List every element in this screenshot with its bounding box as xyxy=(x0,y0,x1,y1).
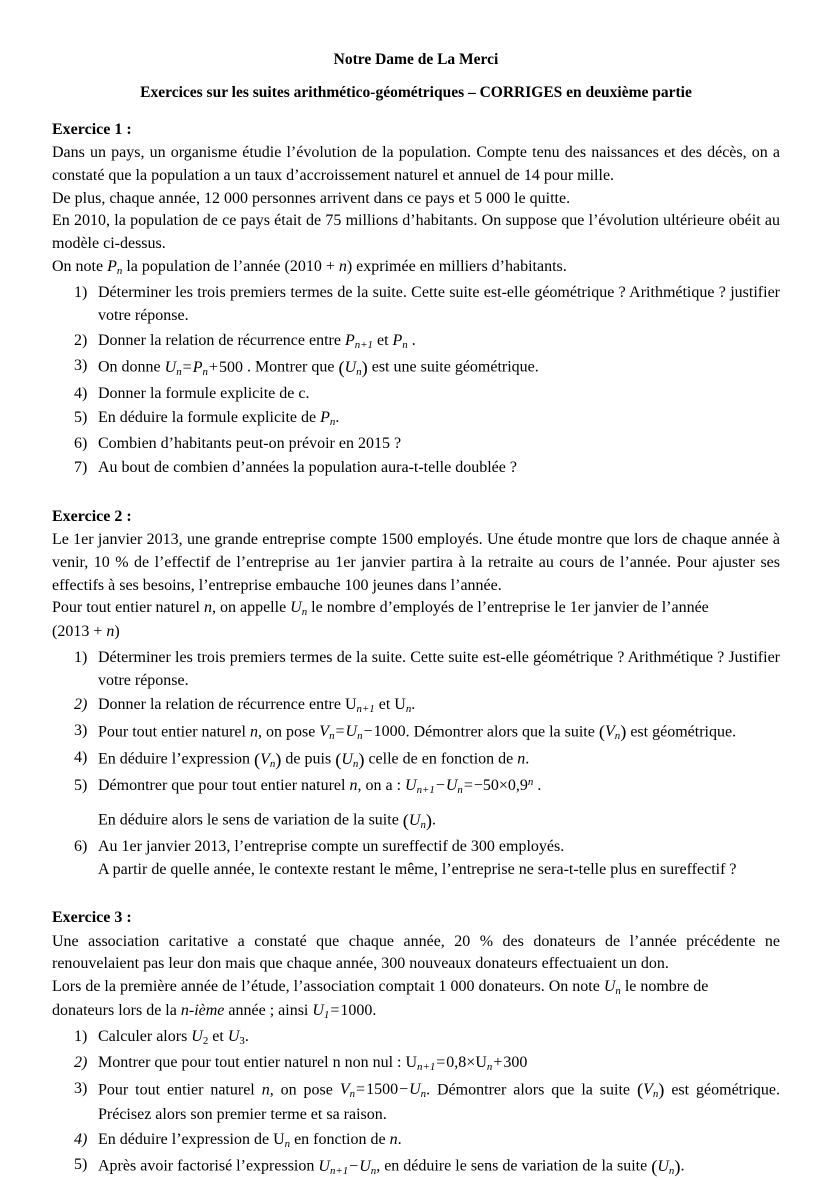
question-text: Donner la relation de récurrence entre $P_{n+1}$ et $P_n$ . xyxy=(98,331,416,351)
exercise-1-note xyxy=(52,256,780,279)
math-equation-Un1-Un-diff: $U_{n+1}-U_n=-50\times 0,9^n$ xyxy=(405,776,534,797)
list-item xyxy=(52,1051,780,1076)
list-item xyxy=(52,1025,780,1050)
exercise-2-note: Pour tout entier naturel n, on appelle $U_n$ le nombre d’employés de l’entreprise le 1er janvier de l’année xyxy=(52,599,709,619)
question-number: 5) xyxy=(74,409,88,427)
question-number: 1) xyxy=(74,284,88,302)
exercise-2-heading: Exercice 2 : xyxy=(52,507,132,525)
exercise-2-paragraph-1: Le 1er janvier 2013, une grande entreprise compte 1500 employés. Une étude montre que lors de chaque année à venir, 10 % de l’effectif de l’entreprise au 1er janvier partira à la retraite au cours de l’année. Pour ajuster ses effectifs à ses besoins, l’entreprise embauche 100 jeunes dans l’année. xyxy=(52,531,780,594)
question-secondline: A partir de quelle année, le contexte restant le même, l’entreprise ne sera-t-telle plus en sureffectif ? xyxy=(98,860,737,878)
math-U-n: $U_n$ xyxy=(394,695,412,715)
math-U-n: $U_n$ xyxy=(603,978,621,998)
list-item xyxy=(52,1128,780,1153)
question-text: En déduire l’expression $(V_n)$ de puis $(U_n)$ celle de en fonction de n. xyxy=(98,749,530,771)
question-number: 6) xyxy=(74,837,88,855)
exercise-1-paragraph-3: En 2010, la population de ce pays était de 75 millions d’habitants. On suppose que l’évolution ultérieure obéit au modèle ci-dessus. xyxy=(52,212,780,253)
question-text: Pour tout entier naturel n, on pose $V_n=1500-U_n$. Démontrer alors que la suite $(V_n)$ est géométrique. Précisez alors son premier terme et sa raison. xyxy=(98,1079,781,1124)
math-U-1-equals-1000: $U_1=1000$ xyxy=(312,1001,373,1021)
exercise-3-note-secondline: donateurs lors de la n-ième année ; ainsi $U_1=1000$. xyxy=(52,1001,377,1021)
math-U-n: $U_n$ xyxy=(273,1130,291,1150)
math-suite-Un: $(U_n)$ xyxy=(402,809,433,831)
list-item xyxy=(52,693,780,718)
math-Un1-minus-Un: $U_{n+1}-U_n$ xyxy=(318,1158,377,1178)
section-spacer xyxy=(52,885,780,907)
list-item xyxy=(52,774,780,833)
list-item xyxy=(52,835,780,881)
exercise-3-question-list xyxy=(52,1025,780,1180)
math-U-3: $U_3$ xyxy=(227,1028,245,1048)
question-number: 5) xyxy=(74,1156,88,1174)
exercise-3-note: Lors de la première année de l’étude, l’association comptait 1 000 donateurs. On note $U_n$ le nombre de xyxy=(52,978,709,998)
exercise-1-note-prefix: On note xyxy=(52,257,108,275)
section-spacer xyxy=(52,484,780,506)
list-item xyxy=(52,456,780,479)
math-equation-Vn-1500-Un: $V_n=1500-U_n$ xyxy=(339,1081,427,1101)
list-item xyxy=(52,382,780,405)
question-subline: En déduire alors le sens de variation de la suite $(U_n)$. xyxy=(98,809,437,831)
math-equation-Un-Pn-500: $U_n=P_n+500$ xyxy=(164,359,243,379)
question-text: Combien d’habitants peut-on prévoir en 2015 ? xyxy=(98,435,402,453)
math-P-n: $P_n$ xyxy=(392,331,408,351)
math-suite-Un: $(U_n)$ xyxy=(651,1156,681,1178)
list-item xyxy=(52,406,780,431)
document-header xyxy=(52,48,780,105)
page-subtitle: Exercices sur les suites arithmético-géométriques – CORRIGES en deuxième partie xyxy=(140,84,692,102)
exercise-1-heading: Exercice 1 : xyxy=(52,120,132,138)
exercise-3 xyxy=(52,907,780,1180)
question-number: 6) xyxy=(74,435,88,453)
question-number: 3) xyxy=(74,1079,88,1097)
exercise-1-paragraph-2: De plus, chaque année, 12 000 personnes arrivent dans ce pays et 5 000 le quitte. xyxy=(52,189,571,207)
question-text: Déterminer les trois premiers termes de la suite. Cette suite est-elle géométrique ? Arithmétique ? Justifier votre réponse. xyxy=(98,648,780,689)
list-item xyxy=(52,354,780,381)
exercise-2-note-secondline: (2013 + n) xyxy=(52,622,120,640)
exercise-3-heading: Exercice 3 : xyxy=(52,908,132,926)
question-text: Au bout de combien d’années la population aura-t-telle doublée ? xyxy=(98,459,517,477)
question-text: Au 1er janvier 2013, l’entreprise compte un sureffectif de 300 employés. A partir de quelle année, le contexte restant le même, l’entreprise ne sera-t-telle plus en sureffectif ? xyxy=(98,837,737,878)
math-U-n-plus-1: $U_{n+1}$ xyxy=(344,695,375,715)
math-suite-Un: $(U_n)$ xyxy=(338,357,368,379)
question-number: 4) xyxy=(74,749,88,767)
math-P-n: $P_n$ xyxy=(107,257,123,277)
question-number: 2) xyxy=(74,695,88,713)
question-text: Pour tout entier naturel n, on pose $V_n=U_n-1000$. Démontrer alors que la suite $(V_n)$ est géométrique. xyxy=(98,721,737,743)
math-suite-Vn: $(V_n)$ xyxy=(253,749,282,771)
question-number: 3) xyxy=(74,721,88,739)
list-item xyxy=(52,646,780,692)
question-text: On donne $U_n=P_n+500$ . Montrer que $(U_n)$ est une suite géométrique. xyxy=(98,357,539,379)
question-text: Calculer alors $U_2$ et $U_3$. xyxy=(98,1028,249,1048)
exercise-1-question-list xyxy=(52,281,780,479)
list-item xyxy=(52,329,780,354)
question-text: En déduire l’expression de $U_n$ en fonction de n. xyxy=(98,1130,402,1150)
list-item xyxy=(52,1153,780,1180)
question-text: Après avoir factorisé l’expression $U_{n+1}-U_n$, en déduire le sens de variation de la suite $(U_n)$. xyxy=(98,1156,685,1178)
question-number: 4) xyxy=(74,385,88,403)
math-equation-Un1-08Un-300: $U_{n+1}=0,8\times U_n+300$ xyxy=(405,1053,528,1073)
question-text: Donner la relation de récurrence entre $U_{n+1}$ et $U_n$. xyxy=(98,695,416,715)
list-item xyxy=(52,432,780,455)
question-text: Montrer que pour tout entier naturel n non nul : $U_{n+1}=0,8\times U_n+300$ xyxy=(98,1053,528,1073)
question-number: 5) xyxy=(74,777,88,795)
exercise-1 xyxy=(52,119,780,480)
question-number: 3) xyxy=(74,357,88,375)
exercise-3-paragraph-1: Une association caritative a constaté que chaque année, 20 % des donateurs de l’année précédente ne renouvelaient pas leur don mais que chaque année, 300 nouveaux donateurs effectuaient un don. xyxy=(52,932,780,973)
question-number: 1) xyxy=(74,1028,88,1046)
math-P-n: $P_n$ xyxy=(320,409,336,429)
math-suite-Un: $(U_n)$ xyxy=(335,749,365,771)
list-item xyxy=(52,281,780,327)
list-item xyxy=(52,719,780,746)
math-P-n-plus-1: $P_{n+1}$ xyxy=(344,331,373,351)
question-number: 1) xyxy=(74,648,88,666)
page-title: Notre Dame de La Merci xyxy=(333,51,499,68)
exercise-1-paragraph-1: Dans un pays, un organisme étudie l’évolution de la population. Compte tenu des naissances et des décès, on a constaté que la population a un taux d’accroissement naturel et annuel de 14 pour mille. xyxy=(52,144,780,184)
question-number: 2) xyxy=(74,1053,88,1071)
math-suite-Vn: $(V_n)$ xyxy=(636,1079,665,1101)
exercise-2 xyxy=(52,506,780,881)
math-equation-Vn-Un-1000: $V_n=U_n-1000$ xyxy=(319,723,406,743)
list-item xyxy=(52,1077,780,1127)
list-item xyxy=(52,746,780,773)
question-text: En déduire la formule explicite de $P_n$. xyxy=(98,409,340,429)
math-U-n: $U_n$ xyxy=(290,599,308,619)
math-suite-Vn: $(V_n)$ xyxy=(598,721,627,743)
math-U-2: $U_2$ xyxy=(191,1028,209,1048)
question-text: Déterminer les trois premiers termes de la suite. Cette suite est-elle géométrique ? Arithmétique ? justifier votre réponse. xyxy=(98,284,780,325)
question-number: 2) xyxy=(74,331,88,349)
question-number: 4) xyxy=(74,1130,88,1148)
exercise-2-question-list xyxy=(52,646,780,881)
question-text: Donner la formule explicite de c. xyxy=(98,385,310,403)
question-text: Démontrer que pour tout entier naturel n, on a : $U_{n+1}-U_n=-50\times 0,9^n$ . En déduire alors le sens de variation de la suite $(U_n)$. xyxy=(98,774,780,833)
exercise-1-note-suffix: la population de l’année (2010 + n) exprimée en milliers d’habitants. xyxy=(122,257,567,275)
question-number: 7) xyxy=(74,459,88,477)
